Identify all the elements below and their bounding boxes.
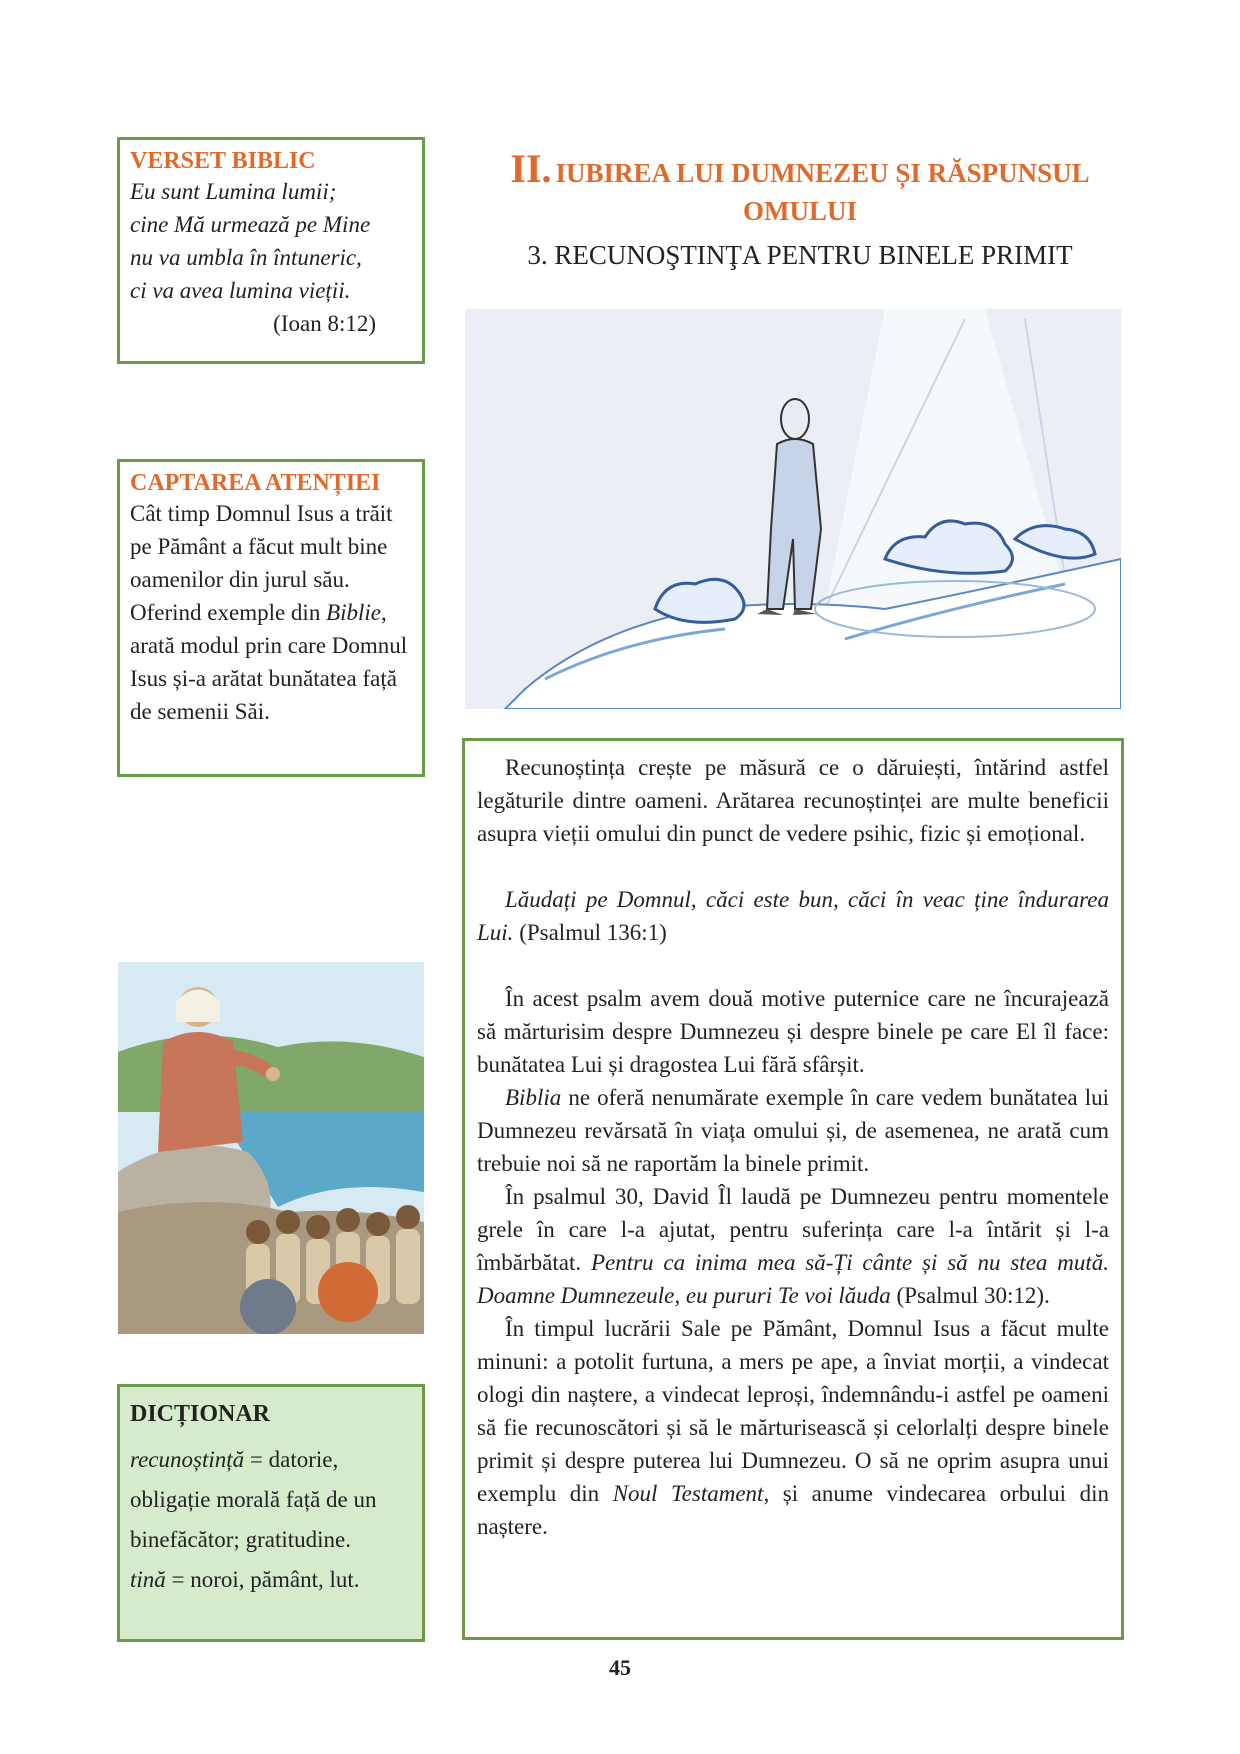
attention-box — [117, 459, 425, 777]
paragraph: Biblia ne oferă nenumărate exemple în care vedem bunătatea lui Dumnezeu revărsată în viața omului și, de asemenea, ne arată cum trebuie noi să ne raportăm la binele primit. — [477, 1085, 1109, 1176]
dictionary-entry: recunoștință = datorie, obligație morală față de un binefăcător; gratitudine. — [130, 1447, 377, 1552]
man-on-hill-illustration — [465, 309, 1121, 709]
chapter-number: II. — [510, 146, 552, 191]
verse-title: VERSET BIBLIC — [130, 148, 316, 174]
paragraph: În timpul lucrării Sale pe Pământ, Domnul Isus a făcut multe minuni: a potolit furtuna, a mers pe ape, a înviat morții, a vindecat ologi din naștere, a vindecat leproși, îndemnându-i astfel pe oameni să fie recunoscători și să le mărturisească și celorlalți despre binele primit și despre puterea lui Dumnezeu. O să ne oprim asupra unui exemplu din Noul Testament, și anume vindecarea orbului din naștere. — [477, 1316, 1110, 1539]
dictionary-box — [117, 1384, 425, 1642]
verse-line: cine Mă urmează pe Mine — [130, 212, 371, 237]
paragraph: Recunoștința crește pe măsură ce o dăruiești, întărind astfel legăturile dintre oameni. Arătarea recunoștinței are multe beneficii asupra vieții omului din punct de vedere psihic, fizic și emoțional. — [477, 755, 1109, 846]
attention-title: CAPTAREA ATENȚIEI — [130, 470, 381, 496]
lesson-title: 3. RECUNOŞTINŢA PENTRU BINELE PRIMIT — [527, 240, 1073, 270]
chapter-name: IUBIREA LUI DUMNEZEU ȘI RĂSPUNSUL OMULUI — [555, 158, 1090, 226]
main-text-box — [462, 738, 1124, 1640]
paragraph: În psalmul 30, David Îl laudă pe Dumnezeu pentru momentele grele în care l-a ajutat, pentru suferința care l-a întărit și l-a îmbărbătat. Pentru ca inima mea să-Ți cânte și să nu stea mută. Doamne Dumnezeule, eu pururi Te voi lăuda (Psalmul 30:12). — [477, 1184, 1109, 1308]
verse-box — [117, 137, 425, 364]
paragraph: În acest psalm avem două motive puternice care ne încurajează să mărturisim despre Dumnezeu și despre binele pe care El îl face: bunătatea Lui și dragostea Lui fără sfârșit. — [477, 986, 1109, 1077]
sermon-on-mount-illustration — [118, 962, 424, 1334]
attention-text: Cât timp Domnul Isus a trăit pe Pământ a făcut mult bine oamenilor din jurul său. Oferind exemple din Biblie, arată modul prin care Domnul Isus și-a arătat bunătatea față de semenii Săi. — [130, 501, 408, 724]
verse-line: nu va umbla în întuneric, — [130, 245, 362, 270]
verse-line: Eu sunt Lumina lumii; — [130, 179, 337, 204]
verse-reference: (Ioan 8:12) — [273, 311, 376, 336]
dictionary-title: DICȚIONAR — [130, 1401, 271, 1427]
verse-line: ci va avea lumina vieții. — [130, 278, 351, 303]
dictionary-entry: tină = noroi, pământ, lut. — [130, 1567, 360, 1592]
paragraph: Lăudați pe Domnul, căci este bun, căci în veac ține îndurarea Lui. (Psalmul 136:1) — [477, 887, 1109, 945]
chapter-title — [470, 145, 1130, 230]
page-number: 45 — [609, 1655, 631, 1680]
